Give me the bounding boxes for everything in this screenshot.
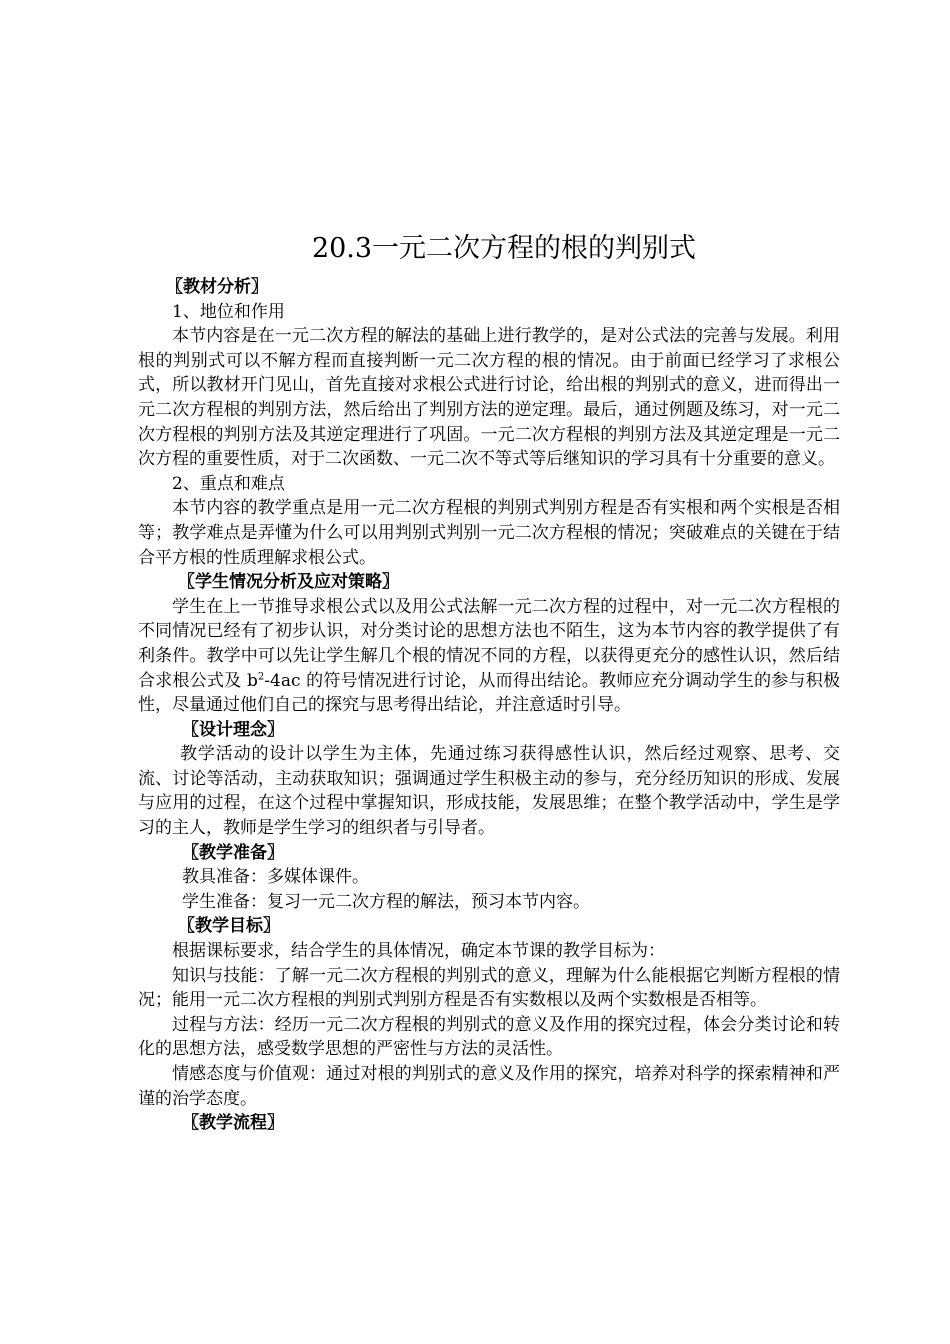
subheading-key-difficult: 2、重点和难点 (172, 473, 285, 494)
paragraph-position-role: 本节内容是在一元二次方程的解法的基础上进行教学的，是对公式法的完善与发展。利用根的判别式可以不解方程而直接判断一元二次方程的根的情况。由于前面已经学习了求根公式，所以教材开门见山，首先直接对求根公式进行讨论，给出根的判别式的意义，进而得出一元二次方程根的判别方法，然后给出了判别方法的逆定理。最后，通过例题及练习，对一元二次方程根的判别方法及其逆定理进行了巩固。一元二次方程根的判别方法及其逆定理是一元二次方程的重要性质，对于二次函数、一元二次不等式等后继知识的学习具有十分重要的意义。 (138, 326, 840, 470)
paragraph-goal-emotion: 情感态度与价值观：通过对根的判别式的意义及作用的探究，培养对科学的探索精神和严谨的治学态度。 (138, 1064, 840, 1109)
text-teacher-prep: 教具准备：多媒体课件。 (182, 867, 369, 888)
paragraph-design-concept: 教学活动的设计以学生为主体，先通过练习获得感性认识，然后经过观察、思考、交流、讨论等活动，主动获取知识；强调通过学生积极主动的参与，充分经历知识的形成、发展与应用的过程，在这个过程中掌握知识，形成技能，发展思维；在整个教学活动中，学生是学习的主人，教师是学生学习的组织者与引导者。 (138, 744, 840, 839)
student-text-before: 学生在上一节推导求根公式以及用公式法解一元二次方程的过程中，对一元二次方程根的不同情况已经有了初步认识，对分类讨论的思想方法也不陌生，这为本节内容的教学提供了有利条件。教学中可以先让学生解几个根的情况不同的方程，以获得更充分的感性认识，然后结合求根公式及 b (138, 596, 840, 691)
paragraph-goal-process: 过程与方法：经历一元二次方程根的判别式的意义及作用的探究过程，体会分类讨论和转化的思想方法，感受数学思想的严密性与方法的灵活性。 (138, 1014, 840, 1060)
superscript-two: 2 (257, 670, 265, 682)
heading-teaching-goals: 〖教学目标〗 (178, 916, 280, 937)
subheading-position-role: 1、地位和作用 (172, 301, 285, 322)
paragraph-goals-intro: 根据课标要求，结合学生的具体情况，确定本节课的教学目标为： (172, 941, 665, 962)
paragraph-key-difficult: 本节内容的教学重点是用一元二次方程根的判别式判别方程是否有实根和两个实根是否相等；教学难点是弄懂为什么可以用判别式判别一元二次方程根的情况；突破难点的关键在于结合平方根的性质理解求根公式。 (138, 498, 840, 568)
document-page (138, 227, 840, 1136)
document-title: 20.3一元二次方程的根的判别式 (311, 233, 697, 264)
heading-student-analysis: 〖学生情况分析及应对策略〗 (178, 572, 399, 593)
heading-teaching-prep: 〖教学准备〗 (182, 842, 284, 863)
heading-design-concept: 〖设计理念〗 (182, 719, 284, 740)
text-student-prep: 学生准备：复习一元二次方程的解法，预习本节内容。 (182, 891, 590, 912)
heading-material-analysis: 〖教材分析〗 (166, 277, 268, 297)
paragraph-student-analysis (138, 595, 840, 718)
student-text-after: -4ac 的符号情况进行讨论，从而得出结论。教师应充分调动学生的参与积极性，尽量通过他们自己的探究与思考得出结论，并注意适时引导。 (138, 670, 840, 716)
paragraph-goal-knowledge: 知识与技能：了解一元二次方程根的判别式的意义，理解为什么能根据它判断方程根的情况；能用一元二次方程根的判别式判别方程是否有实数根以及两个实数根是否相等。 (138, 965, 840, 1011)
heading-teaching-flow: 〖教学流程〗 (182, 1113, 284, 1134)
